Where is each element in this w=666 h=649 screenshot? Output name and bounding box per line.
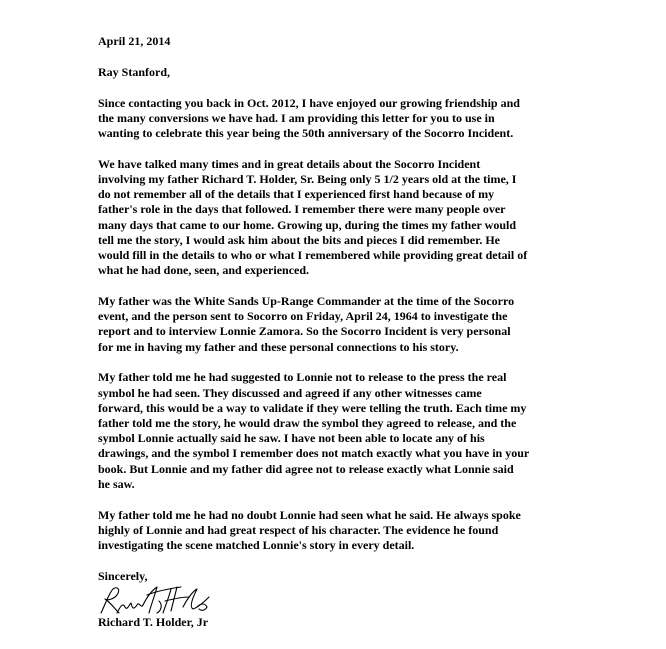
letter-paragraph-2: We have talked many times and in great details about the Socorro Incident involving my father Richard T. Holder, Sr. Being only 5 1/2 years old at the time, I do not remember all of the details that I experienced first hand because of my father's role in the days that followed. I remember there were many people over many days that came to our home. Growing up, during the times my father would tell me the story, I would ask him about the bits and pieces I did remember. He would fill in the details to who or what I remembered while providing great detail of what he had done, seen, and experienced. — [98, 156, 528, 278]
signature-image — [97, 583, 217, 619]
letter-body — [98, 34, 588, 600]
letter-date: April 21, 2014 — [98, 34, 171, 48]
letter-paragraph-5: My father told me he had no doubt Lonnie had seen what he said. He always spoke highly of Lonnie and had great respect of his character. The evidence he found investigating the scene matched Lonnie's story in every detail. — [98, 507, 521, 553]
letter-paragraph-1: Since contacting you back in Oct. 2012, I have enjoyed our growing friendship and the many conversions we have had. I am providing this letter for you to use in wanting to celebrate this year being the 50th anniversary of the Socorro Incident. — [98, 95, 520, 140]
letter-paragraph-3: My father was the White Sands Up-Range Commander at the time of the Socorro event, and the person sent to Socorro on Friday, April 24, 1964 to investigate the report and to interview Lonnie Zamora. So the Socorro Incident is very personal for me in having my father and these personal connections to his story. — [98, 294, 515, 354]
letter-closing: Sincerely, — [98, 568, 148, 583]
letter-salutation: Ray Stanford, — [98, 64, 171, 79]
signer-name: Richard T. Holder, Jr — [98, 615, 209, 629]
letter-paragraph-4: My father told me he had suggested to Lonnie not to release to the press the real symbol he had seen. They discussed and agreed if any other witnesses came forward, this would be a way to validate if they were telling the truth. Each time my father told me the story, he would draw the symbol they agreed to release, and the symbol Lonnie actually said he saw. I have not been able to locate any of his drawings, and the symbol I remember does not match exactly what you have in your book. But Lonnie and my father did agree not to release exactly what Lonnie said he saw. — [98, 370, 530, 491]
